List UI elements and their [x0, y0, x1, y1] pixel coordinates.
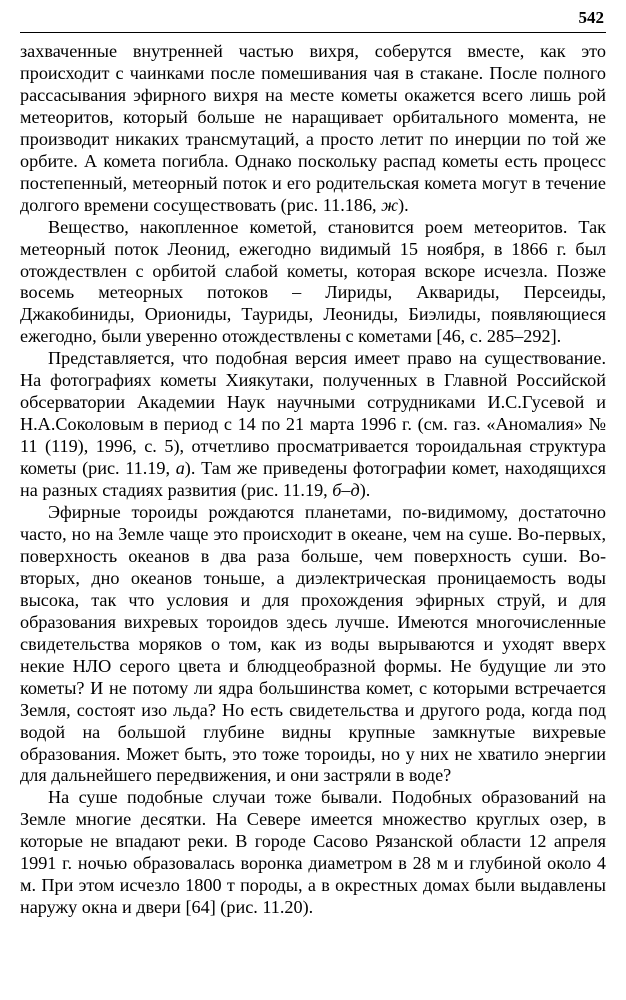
paragraph-1: [20, 41, 606, 217]
paragraph-4-text: Эфирные тороиды рождаются планетами, по-видимому, достаточно часто, но на Земле чаще это происходит в океане, чем на суше. Во-первых, поверхность океанов в два раза больше, чем поверхность суши. Во-вторых, дно океанов тоньше, а диэлектрическая проницаемость воды высока, так что условия и для прохождения эфирных струй, и для образования вихревых тороидов здесь лучше. Имеются многочисленные свидетельства моряков о том, как из воды вырываются и уходят вверх некие НЛО серого цвета и блюдцеобразной формы. Не будущие ли это кометы? И не потому ли ядра большинства комет, с которыми встречается Земля, состоят изо льда? Но есть свидетельства и другого рода, когда под водой на большой глубине видны крупные замкнутые вихревые образования. Может быть, это тоже тороиды, но у них не хватило энергии для дальнейшего передвижения, и они застряли в воде?: [20, 502, 606, 786]
header-rule: [20, 32, 606, 33]
paragraph-3-text-a: Представляется, что подобная версия имеет право на существование. На фотографиях кометы Хиякутаки, полученных в Главной Российской обсерватории Академии Наук научными сотрудниками И.С.Гусевой и Н.А.Соколовым в период с 14 по 21 марта 1996 г. (см. газ. «Аномалия» № 11 (119), 1996, с. 5), отчетливо просматривается тороидальная структура кометы (рис. 11.19,: [20, 348, 606, 479]
page-number: 542: [578, 8, 604, 27]
paragraph-3-text-b: ). Там же приведены фотографии комет, находящихся на разных стадиях развития (рис. 11.19,: [20, 458, 606, 501]
paragraph-3-text-c: ).: [359, 480, 371, 501]
paragraph-5: [20, 787, 606, 919]
body-text: [20, 41, 606, 919]
paragraph-3: [20, 348, 606, 502]
paragraph-1-text: захваченные внутренней частью вихря, соберутся вместе, как это происходит с чаинками после помешивания чая в стакане. После полного рассасывания эфирного вихря на месте кометы окажется всего лишь рой метеоритов, который больше не наращивает орбитального момента, не производит никаких трансмутаций, а просто летит по инерции по той же орбите. А комета погибла. Однако поскольку распад кометы есть процесс постепенный, метеорный поток и его родительская комета могут в течение долгого времени сосуществовать (рис. 11.186,: [20, 41, 606, 215]
paragraph-4: [20, 502, 606, 787]
paragraph-5-text: На суше подобные случаи тоже бывали. Подобных образований на Земле многие десятки. На Севере имеется множество круглых озер, в которые не впадают реки. В городе Сасово Рязанской области 12 апреля 1991 г. ночью образовалась воронка диаметром в 28 м и глубиной около 4 м. При этом исчезло 1800 т породы, а в окрестных домах были выдавлены наружу окна и двери [64] (рис. 11.20).: [20, 787, 606, 918]
paragraph-2: [20, 217, 606, 349]
paragraph-3-italic-a: а: [175, 458, 185, 479]
paragraph-3-italic-b: б–д: [332, 480, 360, 501]
paragraph-1-tail: ).: [398, 194, 409, 215]
paragraph-1-italic: ж: [381, 194, 399, 215]
paragraph-2-text: Вещество, накопленное кометой, становится роем метеоритов. Так метеорный поток Леонид, ежегодно видимый 15 ноября, в 1866 г. был отождествлен с орбитой слабой кометы, которая вскоре исчезла. Позже восемь метеорных потоков – Лириды, Аквариды, Персеиды, Джакобиниды, Ориониды, Тауриды, Леониды, Биэлиды, появляющиеся ежегодно, были уверенно отождествлены с кометами [46, с. 285–292].: [20, 216, 606, 347]
